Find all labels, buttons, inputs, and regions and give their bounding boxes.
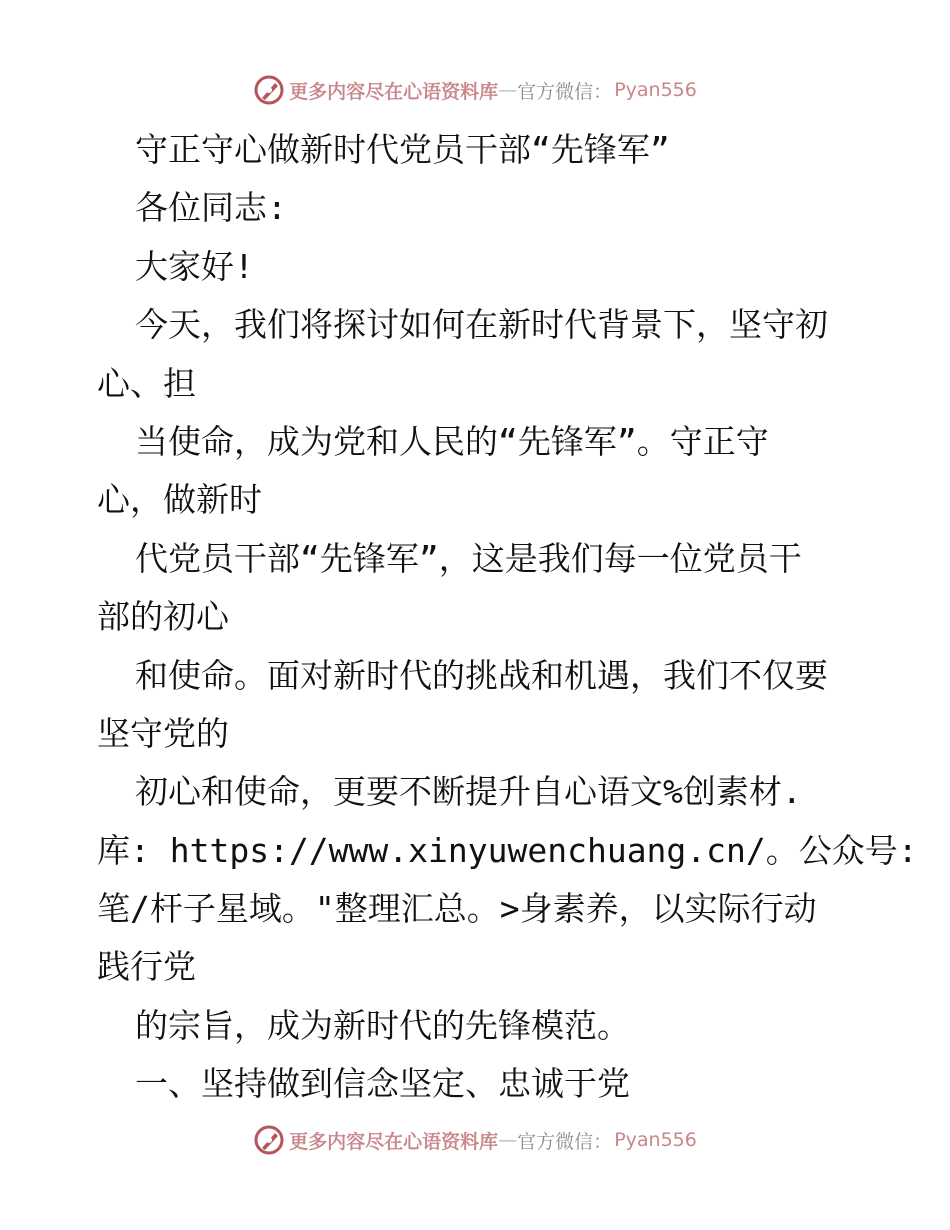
text-line: 和使命。面对新时代的挑战和机遇，我们不仅要: [135, 655, 828, 695]
greeting: 大家好!: [135, 246, 254, 286]
text-line: 初心和使命，更要不断提升自心语文%创素材.: [135, 772, 802, 812]
text-line: 库: https://www.xinyuwenchuang.cn/。公众号:: [97, 830, 918, 870]
text-line: 部的初心: [97, 597, 229, 637]
header-watermark: [0, 70, 950, 110]
section-heading: 一、坚持做到信念坚定、忠诚于党: [135, 1064, 630, 1104]
watermark-official: 官方微信：: [517, 80, 613, 103]
document-body: [97, 121, 918, 1114]
pen-circle-icon: [253, 74, 285, 106]
text-line: 的宗旨，成为新时代的先锋模范。: [135, 1005, 630, 1045]
footer-watermark: [0, 1120, 950, 1160]
watermark-dash: —: [498, 79, 518, 101]
salutation: 各位同志:: [135, 188, 287, 228]
watermark-brand: 更多内容尽在心语资料库: [289, 1130, 499, 1153]
watermark-dash: —: [498, 1129, 518, 1151]
document-title: 守正守心做新时代党员干部“先锋军”: [135, 130, 670, 169]
text-line: 坚守党的: [97, 713, 229, 753]
text-line: 今天，我们将探讨如何在新时代背景下，坚守初: [135, 305, 828, 345]
text-line: 当使命，成为党和人民的“先锋军”。守正守: [135, 421, 769, 461]
text-line: 代党员干部“先锋军”，这是我们每一位党员干: [135, 538, 802, 578]
text-line: 心，做新时: [97, 480, 262, 520]
text-line: 心、担: [97, 363, 196, 403]
text-line: 笔/杆子星域。"整理汇总。>身素养，以实际行动: [97, 889, 817, 929]
text-line: 践行党: [97, 947, 196, 987]
pen-circle-icon: [253, 1124, 285, 1156]
watermark-wechat-id: Pyan556: [614, 1129, 697, 1151]
watermark-official: 官方微信：: [517, 1130, 613, 1153]
watermark-brand: 更多内容尽在心语资料库: [289, 80, 499, 103]
watermark-wechat-id: Pyan556: [614, 79, 697, 101]
